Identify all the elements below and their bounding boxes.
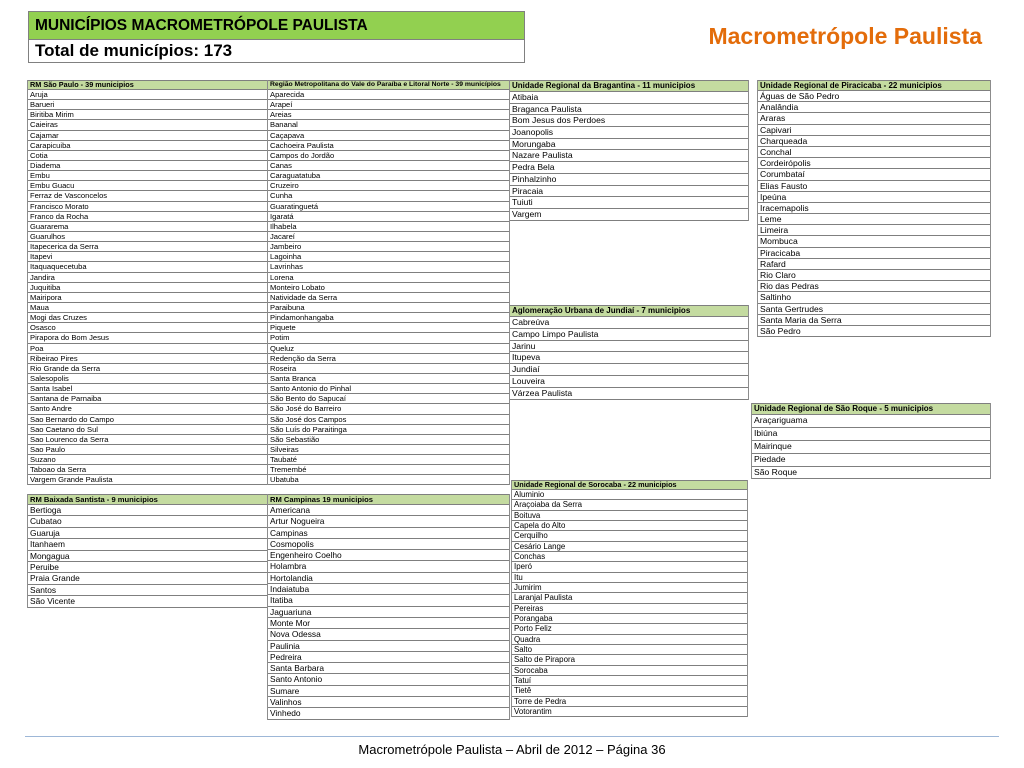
municipality-row: Jambeiro	[268, 242, 509, 252]
municipality-row: Caieiras	[28, 120, 267, 130]
municipality-row: Monte Mor	[268, 618, 509, 629]
municipality-row: Natividade da Serra	[268, 293, 509, 303]
municipality-row: Bertioga	[28, 505, 267, 516]
municipality-row: Cachoeira Paulista	[268, 141, 509, 151]
municipality-row: Engenheiro Coelho	[268, 550, 509, 561]
municipality-row: Conchal	[758, 147, 990, 158]
municipality-row: Lavrinhas	[268, 262, 509, 272]
municipality-row: Itanhaem	[28, 539, 267, 550]
municipality-row: Nazare Paulista	[510, 150, 748, 162]
municipality-row: Ferraz de Vasconcelos	[28, 191, 267, 201]
municipality-row: Joanopolis	[510, 127, 748, 139]
municipality-row: Itu	[512, 573, 747, 583]
municipality-row: Caçapava	[268, 131, 509, 141]
municipality-row: Corumbataí	[758, 169, 990, 180]
region-table	[757, 80, 991, 337]
municipality-row: Tuiuti	[510, 197, 748, 209]
municipality-total: Total de municípios: 173	[35, 41, 233, 60]
municipality-row: Biritiba Mirim	[28, 110, 267, 120]
municipality-row: Campo Limpo Paulista	[510, 329, 748, 341]
municipality-row: Piracicaba	[758, 248, 990, 259]
municipality-row: São Bento do Sapucaí	[268, 394, 509, 404]
municipality-row: Capela do Alto	[512, 521, 747, 531]
region-title: Região Metropolitana do Vale do Paraíba e Litoral Norte - 39 municípios	[268, 80, 509, 90]
region-title: Unidade Regional de São Roque - 5 municipios	[752, 403, 990, 415]
municipality-row: Santa Isabel	[28, 384, 267, 394]
municipality-row: Campinas	[268, 528, 509, 539]
municipality-row: Araçariguama	[752, 415, 990, 428]
municipality-row: Lorena	[268, 273, 509, 283]
summary-header-box	[28, 11, 525, 63]
municipality-row: Paraibuna	[268, 303, 509, 313]
municipality-row: Potim	[268, 333, 509, 343]
region-table	[511, 480, 748, 717]
municipality-row: Sao Lourenco da Serra	[28, 435, 267, 445]
region-table	[267, 494, 510, 720]
municipality-row: Quadra	[512, 635, 747, 645]
municipality-row: São Vicente	[28, 596, 267, 607]
municipality-row: Jundiaí	[510, 364, 748, 376]
summary-title: MUNICÍPIOS MACROMETRÓPOLE PAULISTA	[29, 12, 524, 40]
municipality-row: Santa Branca	[268, 374, 509, 384]
region-table	[509, 305, 749, 400]
municipality-row: Limeira	[758, 225, 990, 236]
municipality-row: São Luís do Paraitinga	[268, 425, 509, 435]
municipality-row: Areias	[268, 110, 509, 120]
municipality-row: Araçoiaba da Serra	[512, 500, 747, 510]
municipality-row: Cunha	[268, 191, 509, 201]
municipality-row: Maua	[28, 303, 267, 313]
municipality-row: Santo Antonio do Pinhal	[268, 384, 509, 394]
region-title: RM São Paulo - 39 municipios	[28, 80, 267, 90]
municipality-row: São Pedro	[758, 326, 990, 337]
municipality-row: Ibiúna	[752, 428, 990, 441]
municipality-row: Santana de Parnaiba	[28, 394, 267, 404]
municipality-row: Itapevi	[28, 252, 267, 262]
municipality-row: Porto Feliz	[512, 624, 747, 634]
municipality-row: Piracaia	[510, 186, 748, 198]
municipality-row: Mongagua	[28, 551, 267, 562]
municipality-row: Saltinho	[758, 292, 990, 303]
municipality-row: Hortolandia	[268, 573, 509, 584]
municipality-row: Conchas	[512, 552, 747, 562]
municipality-row: Vargem	[510, 209, 748, 221]
municipality-row: Araras	[758, 113, 990, 124]
municipality-row: Valinhos	[268, 697, 509, 708]
municipality-row: Cerquilho	[512, 531, 747, 541]
municipality-row: Mombuca	[758, 236, 990, 247]
municipality-row: Campos do Jordão	[268, 151, 509, 161]
municipality-row: São Sebastião	[268, 435, 509, 445]
municipality-row: Praia Grande	[28, 573, 267, 584]
municipality-row: Americana	[268, 505, 509, 516]
municipality-row: Ipeúna	[758, 192, 990, 203]
region-title: Aglomeração Urbana de Jundiaí - 7 municipios	[510, 305, 748, 317]
municipality-row: Rio Grande da Serra	[28, 364, 267, 374]
municipality-row: Osasco	[28, 323, 267, 333]
municipality-row: Sao Bernardo do Campo	[28, 415, 267, 425]
municipality-row: Guaruja	[28, 528, 267, 539]
municipality-row: Sao Caetano do Sul	[28, 425, 267, 435]
municipality-row: Águas de São Pedro	[758, 91, 990, 102]
region-table	[751, 403, 991, 479]
municipality-row: Cordeirópolis	[758, 158, 990, 169]
municipality-row: Salto	[512, 645, 747, 655]
municipality-row: Rafard	[758, 259, 990, 270]
municipality-row: Santo Antonio	[268, 674, 509, 685]
municipality-row: Lagoinha	[268, 252, 509, 262]
municipality-row: São José do Barreiro	[268, 404, 509, 414]
municipality-row: Jaguariuna	[268, 607, 509, 618]
municipality-row: Salesopolis	[28, 374, 267, 384]
municipality-row: Braganca Paulista	[510, 104, 748, 116]
municipality-row: Juquitiba	[28, 283, 267, 293]
municipality-row: Sao Paulo	[28, 445, 267, 455]
municipality-row: Guaratinguetá	[268, 202, 509, 212]
region-table	[27, 494, 268, 608]
region-table	[509, 80, 749, 221]
municipality-row: Itatiba	[268, 595, 509, 606]
municipality-row: Artur Nogueira	[268, 516, 509, 527]
municipality-row: Piquete	[268, 323, 509, 333]
municipality-row: Pinhalzinho	[510, 174, 748, 186]
municipality-row: Tremembé	[268, 465, 509, 475]
municipality-row: Vargem Grande Paulista	[28, 475, 267, 485]
municipality-row: Monteiro Lobato	[268, 283, 509, 293]
municipality-row: Pindamonhangaba	[268, 313, 509, 323]
municipality-row: Cosmopolis	[268, 539, 509, 550]
municipality-row: Embu	[28, 171, 267, 181]
municipality-row: Jandira	[28, 273, 267, 283]
municipality-row: Redenção da Serra	[268, 354, 509, 364]
municipality-row: Holambra	[268, 561, 509, 572]
municipality-row: Sumare	[268, 686, 509, 697]
municipality-row: Ubatuba	[268, 475, 509, 485]
municipality-row: Pirapora do Bom Jesus	[28, 333, 267, 343]
municipality-row: Bom Jesus dos Perdoes	[510, 115, 748, 127]
municipality-row: Silveiras	[268, 445, 509, 455]
municipality-row: Itupeva	[510, 352, 748, 364]
municipality-row: Cabreúva	[510, 317, 748, 329]
municipality-row: Aluminio	[512, 490, 747, 500]
municipality-row: Boituva	[512, 511, 747, 521]
municipality-row: Embu Guacu	[28, 181, 267, 191]
municipality-row: Itaquaquecetuba	[28, 262, 267, 272]
municipality-row: Cesário Lange	[512, 542, 747, 552]
municipality-row: Aruja	[28, 90, 267, 100]
page-footer: Macrometrópole Paulista – Abril de 2012 – Página 36	[358, 742, 666, 757]
municipality-row: Carapicuiba	[28, 141, 267, 151]
municipality-row: Leme	[758, 214, 990, 225]
municipality-row: Poa	[28, 344, 267, 354]
municipality-row: Canas	[268, 161, 509, 171]
municipality-row: Atibaia	[510, 92, 748, 104]
municipality-row: Capivari	[758, 125, 990, 136]
municipality-row: Guararema	[28, 222, 267, 232]
municipality-row: Rio Claro	[758, 270, 990, 281]
municipality-row: Aparecida	[268, 90, 509, 100]
municipality-row: Bananal	[268, 120, 509, 130]
municipality-row: Santa Gertrudes	[758, 304, 990, 315]
municipality-row: Jacareí	[268, 232, 509, 242]
municipality-row: Taboao da Serra	[28, 465, 267, 475]
municipality-row: Cubatao	[28, 516, 267, 527]
municipality-row: Cotia	[28, 151, 267, 161]
municipality-row: Rio das Pedras	[758, 281, 990, 292]
municipality-row: Mairipora	[28, 293, 267, 303]
region-title: Unidade Regional da Bragantina - 11 municipios	[510, 80, 748, 92]
municipality-row: Roseira	[268, 364, 509, 374]
municipality-row: Nova Odessa	[268, 629, 509, 640]
municipality-row: Pedra Bela	[510, 162, 748, 174]
municipality-row: Franco da Rocha	[28, 212, 267, 222]
municipality-row: Pereiras	[512, 604, 747, 614]
municipality-row: Peruibe	[28, 562, 267, 573]
municipality-row: Paulinia	[268, 641, 509, 652]
municipality-row: Barueri	[28, 100, 267, 110]
municipality-row: Santos	[28, 585, 267, 596]
region-table	[267, 80, 510, 485]
municipality-row: Santo Andre	[28, 404, 267, 414]
municipality-row: Taubaté	[268, 455, 509, 465]
municipality-row: Santa Barbara	[268, 663, 509, 674]
municipality-row: Pedreira	[268, 652, 509, 663]
municipality-row: Jumirim	[512, 583, 747, 593]
municipality-row: Vinhedo	[268, 708, 509, 719]
municipality-row: Votorantim	[512, 707, 747, 717]
municipality-row: Diadema	[28, 161, 267, 171]
municipality-row: Iperó	[512, 562, 747, 572]
region-title: Unidade Regional de Sorocaba - 22 municipios	[512, 480, 747, 490]
municipality-row: Sorocaba	[512, 666, 747, 676]
municipality-row: Suzano	[28, 455, 267, 465]
municipality-row: Cajamar	[28, 131, 267, 141]
municipality-row: Várzea Paulista	[510, 388, 748, 400]
municipality-row: Morungaba	[510, 139, 748, 151]
region-title: RM Baixada Santista - 9 municipios	[28, 494, 267, 505]
municipality-row: Torre de Pedra	[512, 697, 747, 707]
municipality-row: Elias Fausto	[758, 181, 990, 192]
municipality-row: Salto de Pirapora	[512, 655, 747, 665]
municipality-row: Arapeí	[268, 100, 509, 110]
municipality-row: Guarulhos	[28, 232, 267, 242]
municipality-row: Francisco Morato	[28, 202, 267, 212]
municipality-row: Tietê	[512, 686, 747, 696]
municipality-row: Iracemapolis	[758, 203, 990, 214]
region-table	[27, 80, 268, 485]
municipality-row: São José dos Campos	[268, 415, 509, 425]
municipality-row: Porangaba	[512, 614, 747, 624]
municipality-row: Cruzeiro	[268, 181, 509, 191]
municipality-row: Mogi das Cruzes	[28, 313, 267, 323]
region-title: Unidade Regional de Piracicaba - 22 municipios	[758, 80, 990, 91]
municipality-row: São Roque	[752, 467, 990, 480]
municipality-row: Indaiatuba	[268, 584, 509, 595]
municipality-row: Itapecerica da Serra	[28, 242, 267, 252]
municipality-row: Jarinu	[510, 341, 748, 353]
municipality-row: Queluz	[268, 344, 509, 354]
municipality-row: Piedade	[752, 454, 990, 467]
municipality-row: Charqueada	[758, 136, 990, 147]
footer-divider	[25, 736, 999, 737]
municipality-row: Laranjal Paulista	[512, 593, 747, 603]
municipality-row: Igaratá	[268, 212, 509, 222]
municipality-row: Mairinque	[752, 441, 990, 454]
municipality-row: Caraguatatuba	[268, 171, 509, 181]
region-title: RM Campinas 19 municipios	[268, 494, 509, 505]
municipality-row: Tatuí	[512, 676, 747, 686]
municipality-row: Ilhabela	[268, 222, 509, 232]
municipality-row: Santa Maria da Serra	[758, 315, 990, 326]
municipality-row: Ribeirao Pires	[28, 354, 267, 364]
municipality-row: Analândia	[758, 102, 990, 113]
municipality-row: Louveira	[510, 376, 748, 388]
page-title: Macrometrópole Paulista	[708, 23, 982, 49]
